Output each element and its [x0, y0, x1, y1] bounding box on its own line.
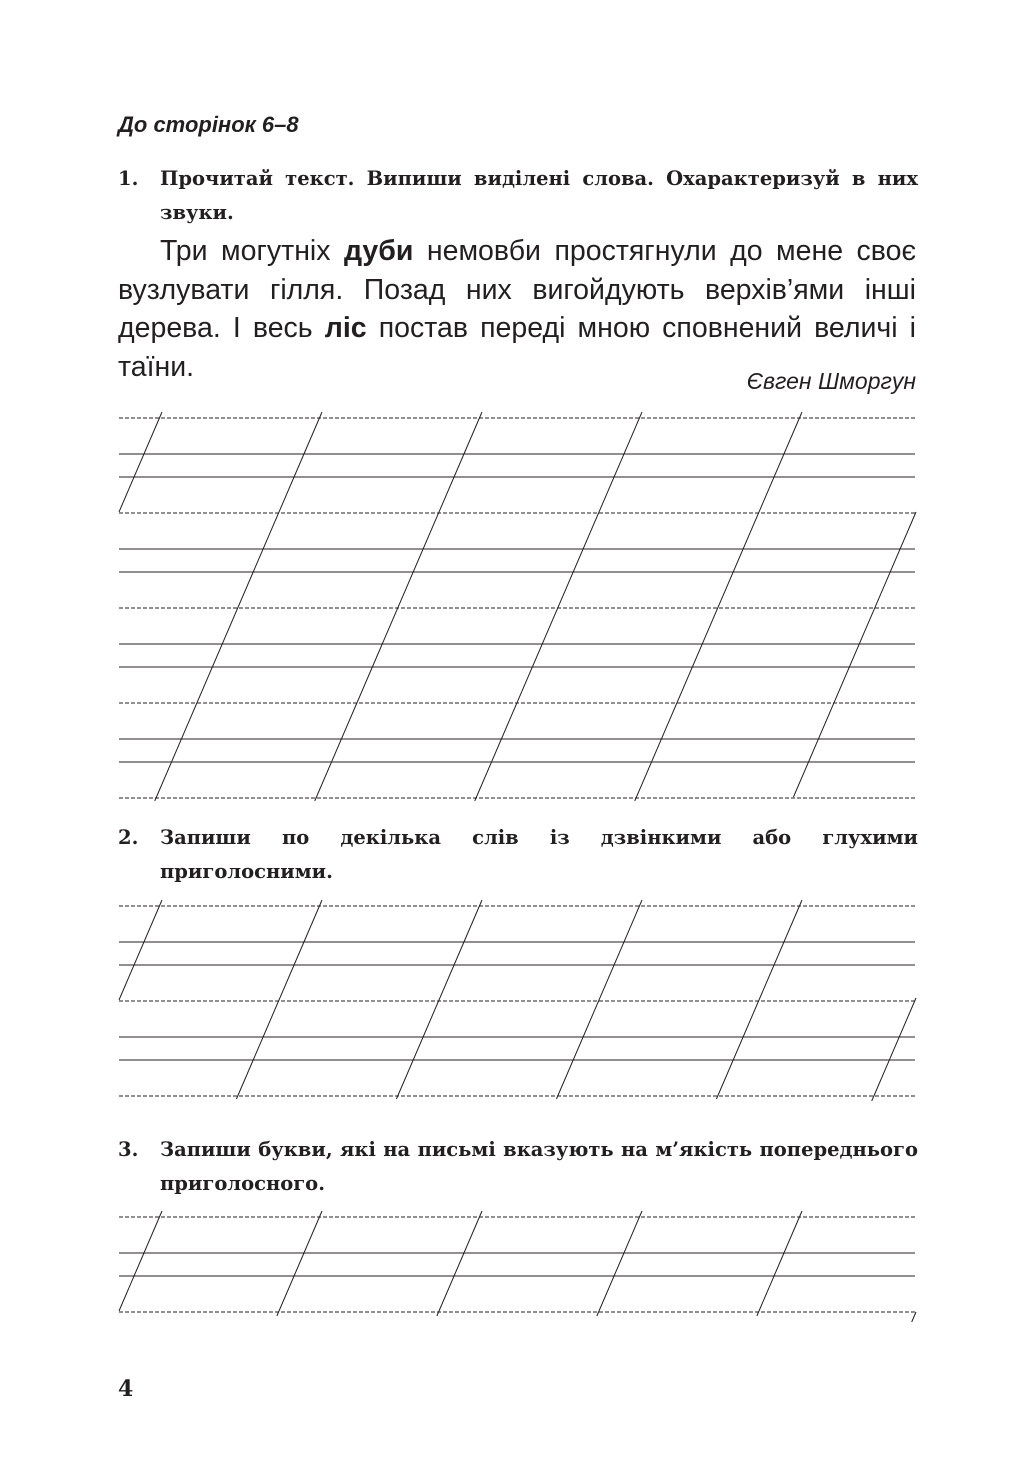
slant-guide-line: [556, 900, 642, 1099]
slant-guide-line: [757, 1211, 802, 1316]
slant-guide-line: [635, 412, 802, 801]
slant-guide-line: [793, 512, 916, 797]
author: Євген Шморгун: [746, 368, 916, 394]
slant-guide-line: [597, 1211, 642, 1316]
slant-guide-line: [437, 1211, 482, 1316]
slant-guide-line: [872, 998, 916, 1101]
page-number: 4: [118, 1376, 134, 1402]
slant-guide-line: [119, 900, 162, 1000]
highlighted-word-duby: дуби: [343, 235, 414, 267]
reading-part: Три могутніх: [160, 235, 344, 267]
reading-part: постав переді мною сповнений величі і таїни.: [118, 312, 916, 383]
task-number: 1.: [118, 167, 139, 190]
task-instruction: Прочитай текст. Випиши виділені слова. Охарактеризуй в них звуки.: [160, 167, 918, 224]
slant-guide-line: [475, 412, 642, 801]
section-title: До сторінок 6–8: [118, 112, 299, 137]
slant-guide-line: [716, 900, 802, 1099]
slant-guide-line: [155, 412, 322, 801]
slant-guide-line: [236, 900, 322, 1099]
slant-guide-line: [396, 900, 482, 1099]
slant-guide-line: [912, 1312, 916, 1322]
task-instruction: Запиши по декілька слів із дзвінкими або глухими приголосними.: [160, 826, 918, 883]
highlighted-word-lis: ліс: [324, 312, 367, 344]
task-number: 3.: [118, 1138, 139, 1161]
slant-guide-line: [119, 1211, 162, 1311]
task-instruction: Запиши букви, які на письмі вказують на м’якість попереднього приголосного.: [160, 1138, 918, 1195]
task-number: 2.: [118, 826, 139, 849]
slant-lines: [119, 412, 916, 1322]
ruled-lines: [119, 418, 915, 1312]
slant-guide-line: [277, 1211, 322, 1316]
slant-guide-line: [119, 412, 162, 512]
reading-part: немовби простягнули до мене своє вузлувати гілля. Позад них вигойдують верхів’ями інші дерева. І весь: [118, 235, 916, 344]
slant-guide-line: [315, 412, 482, 801]
